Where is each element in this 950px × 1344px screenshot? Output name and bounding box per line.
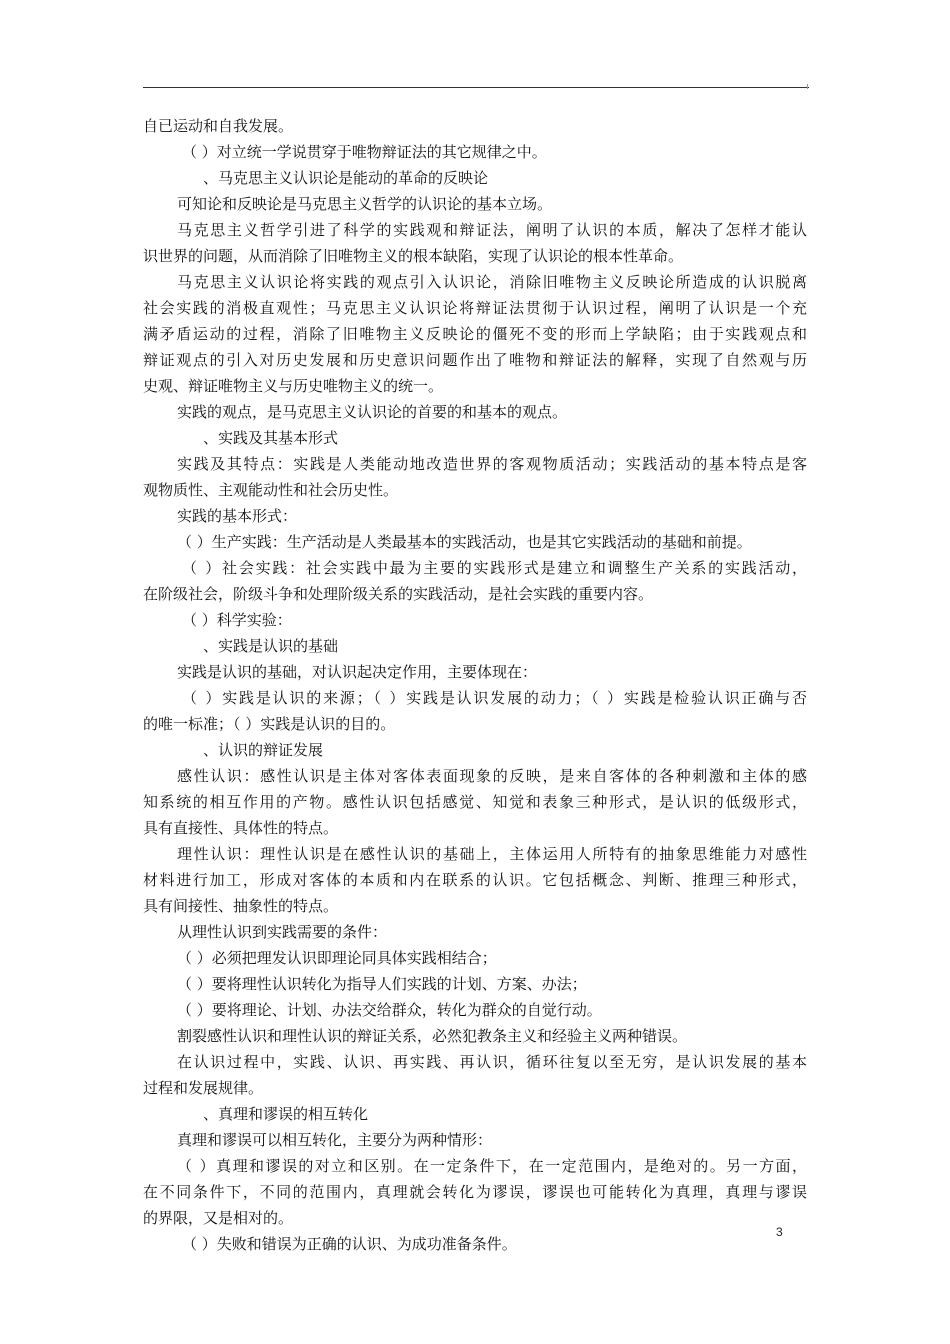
paragraph-line: 史观、辩证唯物主义与历史唯物主义的统一。 [143, 377, 444, 395]
header-rule-end-mark [807, 84, 808, 89]
paragraph-line: 具有直接性、具体性的特点。 [143, 819, 339, 837]
paragraph-line: 实践及其特点：实践是人类能动地改造世界的客观物质活动；实践活动的基本特点是客 [177, 455, 807, 473]
paragraph-line: 马克思主义哲学引进了科学的实践观和辩证法，阐明了认识的本质，解决了怎样才能认 [177, 221, 807, 239]
paragraph-line: 感性认识：感性认识是主体对客体表面现象的反映，是来自客体的各种刺激和主体的感 [177, 767, 807, 785]
paragraph-line: 材料进行加工，形成对客体的本质和内在联系的认识。它包括概念、判断、推理三种形式， [143, 871, 807, 889]
paragraph-line: 识世界的问题，从而消除了旧唯物主义的根本缺陷，实现了认识论的根本性革命。 [143, 247, 684, 265]
paragraph-line: 从理性认识到实践需要的条件： [177, 923, 388, 941]
list-item-line: （ ）社会实践：社会实践中最为主要的实践形式是建立和调整生产关系的实践活动， [182, 559, 807, 577]
paragraph-line: 理性认识：理性认识是在感性认识的基础上，主体运用人所特有的抽象思维能力对感性 [177, 845, 807, 863]
paragraph-line: 在阶级社会，阶级斗争和处理阶级关系的实践活动，是社会实践的重要内容。 [143, 585, 654, 603]
paragraph-line: 观物质性、主观能动性和社会历史性。 [143, 481, 399, 499]
section-heading: 、认识的辩证发展 [203, 741, 324, 759]
paragraph-line: 在认识过程中，实践、认识、再实践、再认识，循环往复以至无穷，是认识发展的基本 [177, 1053, 807, 1071]
paragraph-line: 实践是认识的基础，对认识起决定作用，主要体现在： [177, 663, 538, 681]
paragraph-line: 在不同条件下，不同的范围内，真理就会转化为谬误，谬误也可能转化为真理，真理与谬误 [143, 1183, 807, 1201]
paragraph-line: 实践的观点，是马克思主义认识论的首要的和基本的观点。 [177, 403, 568, 421]
paragraph-line: 具有间接性、抽象性的特点。 [143, 897, 339, 915]
section-heading: 、实践及其基本形式 [203, 429, 339, 447]
paragraph-line: 社会实践的消极直观性；马克思主义认识论将辩证法贯彻于认识过程，阐明了认识是一个充 [143, 299, 807, 317]
paragraph-line: 满矛盾运动的过程，消除了旧唯物主义反映论的僵死不变的形而上学缺陷；由于实践观点和 [143, 325, 807, 343]
list-item-line: （ ）要将理性认识转化为指导人们实践的计划、方案、办法； [177, 975, 587, 993]
page-number: 3 [776, 1225, 783, 1239]
paragraph-line: 可知论和反映论是马克思主义哲学的认识论的基本立场。 [177, 195, 553, 213]
paragraph-line: 的唯一标准；（ ）实践是认识的目的。 [143, 715, 396, 733]
section-heading: 、实践是认识的基础 [203, 637, 339, 655]
paragraph-line: 的界限，又是相对的。 [143, 1209, 294, 1227]
paragraph-line: 割裂感性认识和理性认识的辩证关系，必然犯教条主义和经验主义两种错误。 [177, 1027, 688, 1045]
list-item-line: （ ）真理和谬误的对立和区别。在一定条件下，在一定范围内，是绝对的。另一方面， [177, 1157, 807, 1175]
header-rule [143, 87, 809, 88]
paragraph-line: 自已运动和自我发展。 [143, 117, 294, 135]
list-item-line: （ ）必须把理发认识即理论同具体实践相结合； [177, 949, 497, 967]
list-item-line: （ ）科学实验： [182, 611, 292, 629]
paragraph-line: 知系统的相互作用的产物。感性认识包括感觉、知觉和表象三种形式，是认识的低级形式， [143, 793, 807, 811]
paragraph-line: 马克思主义认识论将实践的观点引入认识论，消除旧唯物主义反映论所造成的认识脱离 [177, 273, 807, 291]
paragraph-line: 真理和谬误可以相互转化，主要分为两种情形： [177, 1131, 493, 1149]
list-item-line: （ ）生产实践：生产活动是人类最基本的实践活动，也是其它实践活动的基础和前提。 [177, 533, 752, 551]
document-body [143, 113, 807, 1257]
paragraph-line: 实践的基本形式： [177, 507, 298, 525]
list-item-line: （ ）失败和错误为正确的认识、为成功准备条件。 [182, 1235, 517, 1253]
list-item-line: （ ）实践是认识的来源；（ ）实践是认识发展的动力；（ ）实践是检验认识正确与否 [182, 689, 807, 707]
paragraph-line: 过程和发展规律。 [143, 1079, 264, 1097]
section-heading: 、马克思主义认识论是能动的革命的反映论 [203, 169, 489, 187]
list-item-line: （ ）对立统一学说贯穿于唯物辩证法的其它规律之中。 [182, 143, 547, 161]
list-item-line: （ ）要将理论、计划、办法交给群众，转化为群众的自觉行动。 [177, 1001, 602, 1019]
paragraph-line: 辩证观点的引入对历史发展和历史意识问题作出了唯物和辩证法的解释，实现了自然观与历 [143, 351, 807, 369]
section-heading: 、真理和谬误的相互转化 [203, 1105, 369, 1123]
